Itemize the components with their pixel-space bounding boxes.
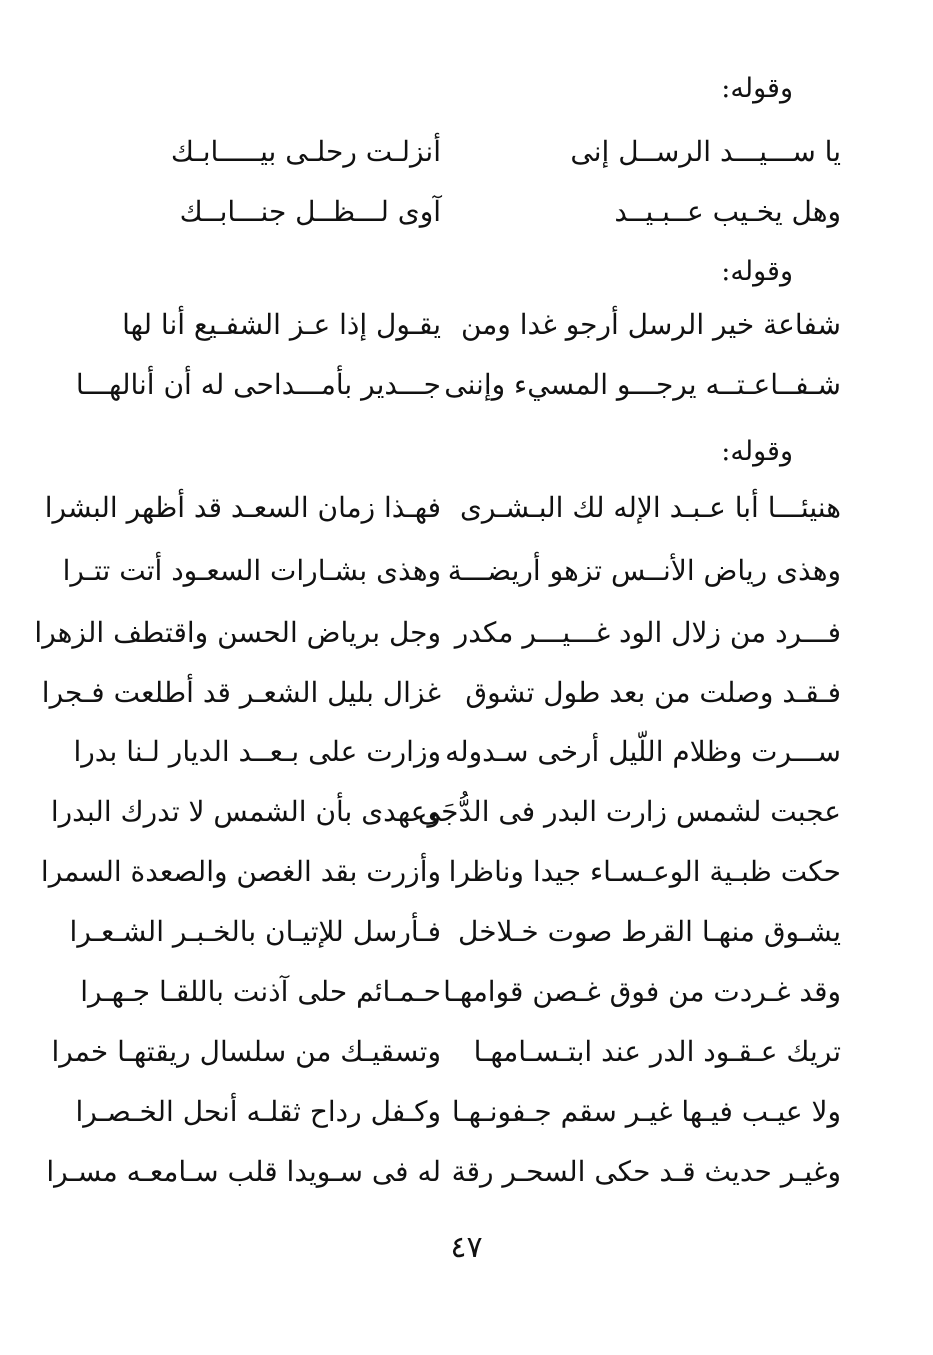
- verse-second-hemistich: وأزرت بقد الغصن والصعدة السمرا: [40, 855, 441, 888]
- verse-first-hemistich: هنيئـــا أبا عـبـد الإله لك البـشـرى: [459, 491, 841, 524]
- verse-line: [0, 611, 933, 655]
- verse-line: [0, 1030, 933, 1074]
- verse-line: [0, 130, 933, 174]
- verse-second-hemistich: وتسقيـك من سلسال ريقتهـا خمرا: [51, 1035, 441, 1068]
- verse-first-hemistich: وهذى رياض الأنــس تزهو أريضـــة: [447, 554, 841, 587]
- verse-line: [0, 850, 933, 894]
- verse-second-hemistich: وهذى بشـارات السعـود أتت تتـرا: [62, 554, 441, 587]
- section-heading-2: وقوله:: [721, 256, 793, 287]
- verse-line: [0, 1150, 933, 1194]
- verse-line: [0, 190, 933, 234]
- verse-second-hemistich: له فى سـويدا قلب سـامعـه مسـرا: [46, 1155, 441, 1188]
- verse-line: [0, 1090, 933, 1134]
- verse-line: [0, 790, 933, 834]
- verse-line: [0, 970, 933, 1014]
- verse-line: [0, 671, 933, 715]
- verse-second-hemistich: فـأرسل للإتيـان بالخـبـر الشـعـرا: [69, 915, 441, 948]
- verse-second-hemistich: أنزلـت رحلـى بيـــــابـك: [170, 135, 441, 168]
- verse-second-hemistich: وعهدى بأن الشمس لا تدرك البدرا: [50, 795, 441, 828]
- section-heading-3: وقوله:: [721, 436, 793, 467]
- verse-second-hemistich: وزارت على بـعــد الديار لـنا بدرا: [73, 735, 441, 768]
- verse-first-hemistich: ولا عيـب فيـها غيـر سقم جـفونـهـا: [451, 1095, 841, 1128]
- section-heading-1: وقوله:: [721, 73, 793, 104]
- verse-first-hemistich: وغيـر حديث قـد حكى السحـر رقة: [451, 1155, 841, 1188]
- verse-second-hemistich: يقـول إذا عـز الشفـيع أنا لها: [122, 308, 441, 341]
- verse-first-hemistich: يشـوق منهـا القرط صوت خـلاخل: [457, 915, 841, 948]
- verse-first-hemistich: فـقـد وصلت من بعد طول تشوق: [465, 676, 841, 709]
- verse-line: [0, 549, 933, 593]
- verse-second-hemistich: جـــدير بأمـــداحى له أن أنالهـــا: [75, 368, 441, 401]
- verse-line: [0, 486, 933, 530]
- verse-first-hemistich: تريك عـقـود الدر عند ابتـسـامهـا: [473, 1035, 841, 1068]
- verse-line: [0, 303, 933, 347]
- verse-second-hemistich: وجل برياض الحسن واقتطف الزهرا: [34, 616, 441, 649]
- page-number: ٤٧: [450, 1230, 483, 1265]
- verse-line: [0, 730, 933, 774]
- verse-first-hemistich: شفاعة خير الرسل أرجو غدا ومن: [460, 308, 841, 341]
- verse-first-hemistich: وهل يخـيب عــبـيــد: [614, 195, 841, 228]
- verse-first-hemistich: شـفــاعـتــه يرجـــو المسيء وإننى: [444, 368, 841, 401]
- verse-first-hemistich: وقد غـردت من فوق غـصن قوامهـا: [443, 975, 841, 1008]
- verse-first-hemistich: حكت ظبـية الوعـسـاء جيدا وناظرا: [448, 855, 841, 888]
- verse-second-hemistich: وكـفل رداح ثقلـه أنحل الخـصـرا: [75, 1095, 441, 1128]
- verse-first-hemistich: فـــرد من زلال الود غـــيـــر مكدر: [454, 616, 841, 649]
- verse-second-hemistich: فهـذا زمان السعـد قد أظهر البشرا: [44, 491, 441, 524]
- verse-line: [0, 363, 933, 407]
- verse-second-hemistich: آوى لـــظــل جنـــابــك: [179, 195, 441, 228]
- verse-second-hemistich: غزال بليل الشعـر قد أطلعت فـجرا: [41, 676, 441, 709]
- verse-line: [0, 910, 933, 954]
- verse-first-hemistich: يا ســـيـــد الرســل إنى: [570, 135, 841, 168]
- verse-second-hemistich: حـمـائم حلى آذنت باللقـا جـهـرا: [80, 975, 441, 1008]
- verse-first-hemistich: عجبت لشمس زارت البدر فى الدُّجَى: [417, 795, 841, 828]
- verse-first-hemistich: ســـرت وظلام اللّيل أرخى سـدوله: [445, 735, 841, 768]
